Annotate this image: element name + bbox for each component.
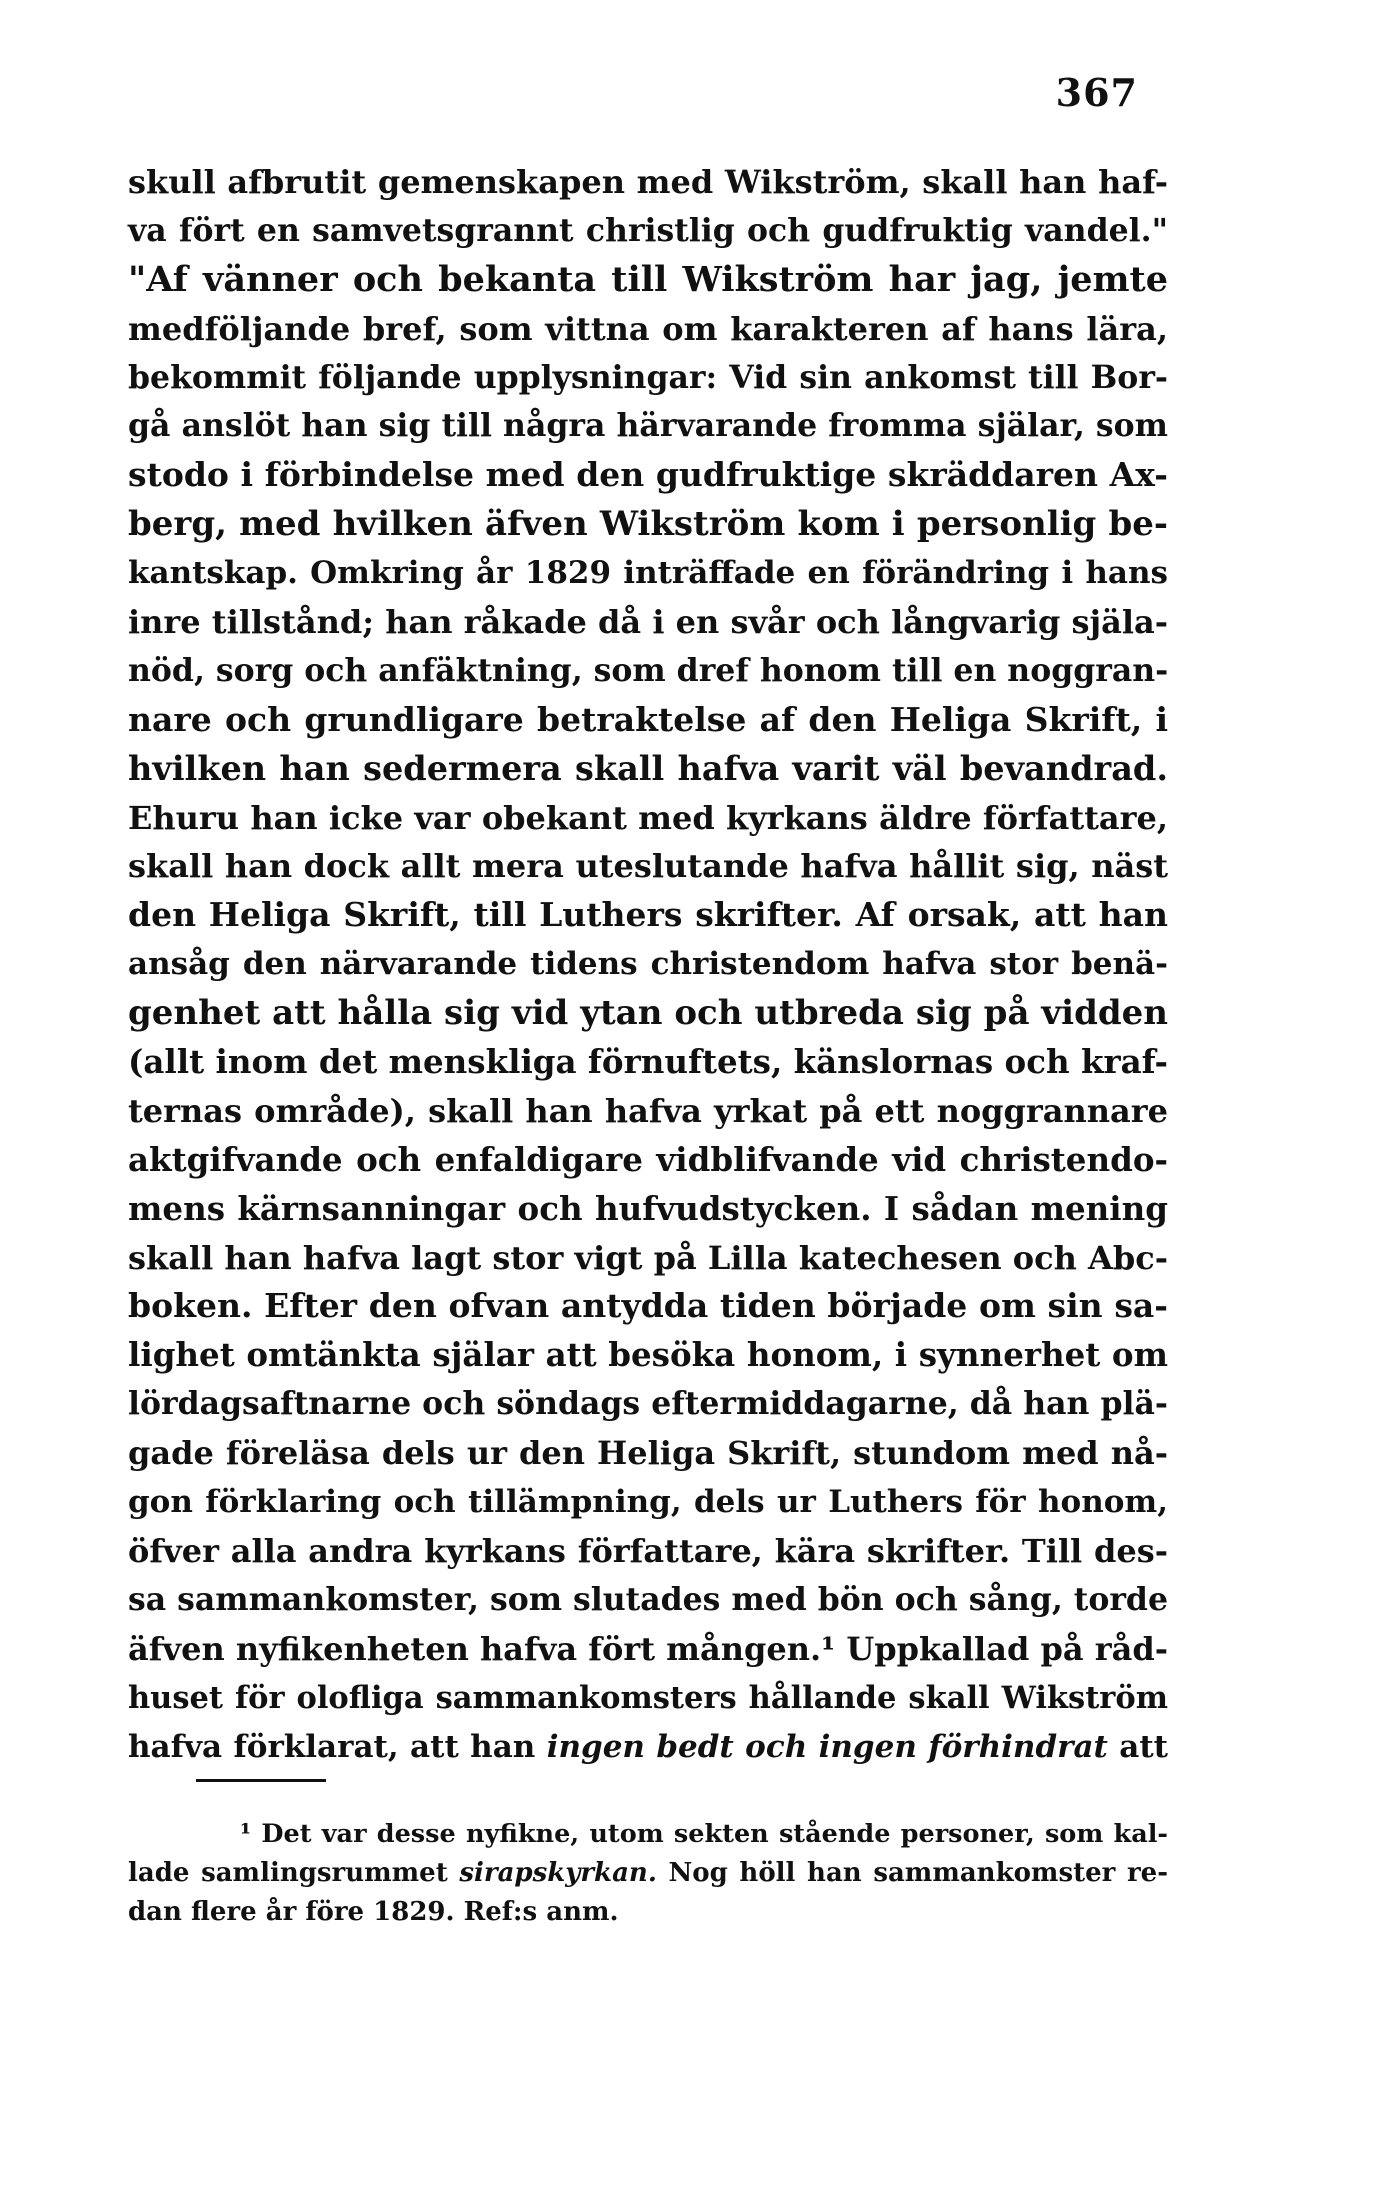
text-line: skull afbrutit gemenskapen med Wikström, skall han haf- (128, 163, 1168, 201)
text-segment: Nog höll han sammankomster re- (656, 1858, 1168, 1888)
text-line: hvilken han sedermera skall hafva varit väl bevandrad. (128, 748, 1168, 788)
text-line: gå anslöt han sig till några härvarande fromma själar, som (128, 407, 1168, 445)
text-line: va fört en samvetsgrannt christlig och gudfruktig vandel." (128, 211, 1168, 249)
text-line: ternas område), skall han hafva yrkat på ett noggrannare (128, 1091, 1168, 1130)
footnote-line (128, 1854, 1168, 1893)
text-line: genhet att hålla sig vid ytan och utbreda sig på vidden (128, 993, 1168, 1034)
text-line: öfver alla andra kyrkans författare, kära skrifter. Till des- (128, 1531, 1168, 1570)
footnote-line: ¹ Det var desse nyfikne, utom sekten stående personer, som kal- (240, 1819, 1168, 1849)
text-line: gade föreläsa dels ur den Heliga Skrift, stundom med nå- (128, 1434, 1168, 1473)
footnote-divider (196, 1779, 326, 1782)
footnote-line: dan flere år före 1829. Ref:s anm. (128, 1897, 619, 1927)
text-line: bekommit följande upplysningar: Vid sin ankomst till Bor- (128, 358, 1168, 396)
text-line: den Heliga Skrift, till Luthers skrifter. Af orsak, att han (128, 895, 1168, 935)
body-text (128, 158, 1168, 1771)
text-line: lighet omtänkta själar att besöka honom, i synnerhet om (128, 1335, 1168, 1375)
text-line: stodo i förbindelse med den gudfruktige skräddaren Ax- (128, 455, 1168, 495)
text-line: aktgifvande och enfaldigare vidblifvande vid christendo- (128, 1139, 1168, 1179)
text-line: boken. Efter den ofvan antydda tiden började om sin sa- (128, 1286, 1168, 1326)
text-line-last (128, 1723, 1168, 1772)
text-line: (allt inom det menskliga förnuftets, känslornas och kraf- (128, 1042, 1168, 1082)
text-line: ansåg den närvarande tidens christendom hafva stor benä- (128, 946, 1168, 983)
text-segment: lade samlingsrummet (128, 1858, 460, 1888)
text-line: skall han dock allt mera uteslutande hafva hållit sig, näst (128, 847, 1168, 886)
italic-phrase: ingen bedt och ingen förhindrat (546, 1728, 1108, 1765)
text-line: medföljande bref, som vittna om karakteren af hans lära, (128, 309, 1168, 348)
text-line: lördagsaftnarne och söndags eftermiddagarne, då han plä- (128, 1385, 1168, 1423)
text-line: mens kärnsanningar och hufvudstycken. I sådan mening (128, 1188, 1168, 1228)
text-line: inre tillstånd; han råkade då i en svår och långvarig själa- (128, 603, 1168, 642)
text-segment: hafva förklarat, att han (128, 1728, 547, 1765)
text-segment: att (1107, 1728, 1168, 1765)
italic-phrase: sirapskyrkan. (459, 1858, 657, 1888)
text-line: sa sammankomster, som slutades med bön och sång, torde (128, 1580, 1168, 1618)
text-line: Ehuru han icke var obekant med kyrkans äldre författare, (128, 798, 1168, 837)
text-line: huset för olofliga sammankomsters hållande skall Wikström (128, 1679, 1168, 1716)
footnote (128, 1815, 1168, 1932)
text-line: berg, med hvilken äfven Wikström kom i personlig be- (128, 504, 1168, 545)
text-line: äfven nyfikenheten hafva fört mången.¹ Uppkallad på råd- (128, 1629, 1168, 1668)
text-line: skall han hafva lagt stor vigt på Lilla katechesen och Abc- (128, 1238, 1168, 1277)
text-line: nare och grundligare betraktelse af den Heliga Skrift, i (128, 699, 1168, 739)
text-line: nöd, sorg och anfäktning, som dref honom till en noggran- (128, 651, 1169, 689)
page-number: 367 (1055, 70, 1138, 115)
text-line: kantskap. Omkring år 1829 inträffade en förändring i hans (128, 555, 1168, 592)
text-line: gon förklaring och tillämpning, dels ur Luthers för honom, (128, 1484, 1168, 1521)
text-line: "Af vänner och bekanta till Wikström har jag, jemte (128, 258, 1168, 300)
